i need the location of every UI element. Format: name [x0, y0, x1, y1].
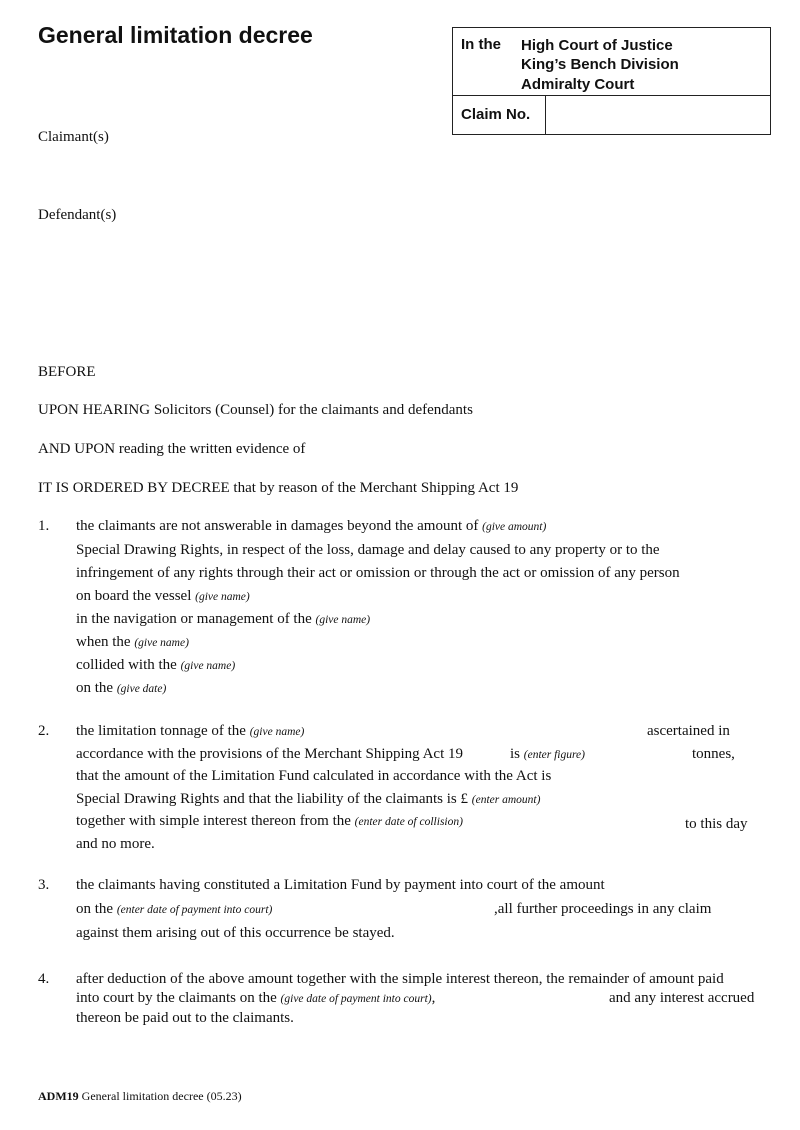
court-line-3: Admiralty Court — [521, 76, 635, 93]
para-1-line-2: Special Drawing Rights, in respect of the loss, damage and delay caused to any property or to the — [76, 542, 660, 558]
para-2-is-text: is — [510, 746, 521, 762]
claim-no-label: Claim No. — [461, 106, 531, 123]
court-box-divider — [453, 95, 770, 96]
para-3-text-2: on the — [76, 901, 114, 917]
para-1-line-6 — [76, 634, 189, 651]
upon-hearing-line: UPON HEARING Solicitors (Counsel) for the claimants and defendants — [38, 402, 473, 418]
para-2-right-5: to this day — [685, 816, 748, 832]
form-code: ADM19 — [38, 1089, 79, 1103]
court-line-1: High Court of Justice — [521, 37, 673, 54]
defendants-label: Defendant(s) — [38, 207, 117, 223]
claim-no-divider — [545, 95, 546, 134]
collided-name-hint: (give name) — [180, 660, 236, 672]
court-line-2: King’s Bench Division — [521, 56, 679, 73]
para-4-comma: , — [431, 990, 436, 1006]
para-1-line-3: infringement of any rights through their act or omission or through the act or omission of any person — [76, 565, 680, 581]
para-4-number: 4. — [38, 971, 50, 987]
para-2-text-4: Special Drawing Rights and that the liability of the claimants is £ — [76, 791, 469, 807]
para-2-line-4 — [76, 791, 540, 808]
para-1-number: 1. — [38, 518, 50, 534]
payment-into-court-date-hint: (give date of payment into court) — [280, 993, 432, 1005]
enter-amount-hint: (enter amount) — [471, 794, 541, 806]
para-4-line-2 — [76, 990, 435, 1007]
para-2-number: 2. — [38, 723, 50, 739]
para-3-number: 3. — [38, 877, 50, 893]
payment-date-hint: (enter date of payment into court) — [116, 904, 273, 916]
para-2-text-1: the limitation tonnage of the — [76, 723, 246, 739]
para-2-line-2: accordance with the provisions of the Merchant Shipping Act 19 — [76, 746, 463, 762]
para-3-line-2 — [76, 901, 272, 918]
para-2-line-3: that the amount of the Limitation Fund calculated in accordance with the Act is — [76, 768, 552, 784]
para-1-line-5 — [76, 611, 370, 628]
para-1-text-1: the claimants are not answerable in damages beyond the amount of — [76, 518, 479, 534]
ordered-line: IT IS ORDERED BY DECREE that by reason of the Merchant Shipping Act 19 — [38, 480, 519, 496]
para-4-line-3: thereon be paid out to the claimants. — [76, 1010, 294, 1026]
form-footer-text: General limitation decree (05.23) — [81, 1089, 242, 1103]
in-the-label: In the — [461, 36, 501, 53]
para-4-text-2: into court by the claimants on the — [76, 990, 277, 1006]
para-1-line-7 — [76, 657, 235, 674]
when-name-hint: (give name) — [134, 637, 189, 649]
para-1-line-1 — [76, 518, 546, 535]
court-box — [452, 27, 771, 135]
para-2-text-5: together with simple interest thereon from the — [76, 813, 351, 829]
para-1-text-5: in the navigation or management of the — [76, 611, 312, 627]
para-1-text-6: when the — [76, 634, 131, 650]
give-amount-hint: (give amount) — [482, 521, 547, 533]
para-3-right-2: ,all further proceedings in any claim — [494, 901, 712, 917]
before-line: BEFORE — [38, 364, 96, 380]
para-1-line-8 — [76, 680, 166, 697]
form-footer — [38, 1089, 242, 1104]
para-2-line-5 — [76, 813, 463, 830]
para-2-line-6: and no more. — [76, 836, 155, 852]
enter-figure-hint: (enter figure) — [523, 749, 585, 761]
para-1-text-8: on the — [76, 680, 114, 696]
page-title: General limitation decree — [38, 22, 313, 48]
para-4-line-1: after deduction of the above amount together with the simple interest thereon, the remainder of amount paid — [76, 971, 724, 987]
para-1-text-7: collided with the — [76, 657, 177, 673]
management-name-hint: (give name) — [315, 614, 371, 626]
vessel-name-hint: (give name) — [195, 591, 250, 603]
date-hint: (give date) — [116, 683, 167, 695]
para-2-line-1 — [76, 723, 304, 740]
tonnage-name-hint: (give name) — [249, 726, 305, 738]
para-1-text-4: on board the vessel — [76, 588, 192, 604]
para-2-right-1: ascertained in — [647, 723, 730, 739]
claimants-label: Claimant(s) — [38, 129, 109, 145]
para-2-is — [510, 746, 585, 763]
para-1-line-4 — [76, 588, 250, 605]
para-2-right-2: tonnes, — [692, 746, 735, 762]
para-3-line-3: against them arising out of this occurrence be stayed. — [76, 925, 395, 941]
para-3-line-1: the claimants having constituted a Limitation Fund by payment into court of the amount — [76, 877, 605, 893]
collision-date-hint: (enter date of collision) — [354, 816, 463, 828]
claim-no-field[interactable] — [547, 97, 770, 134]
upon-reading-line: AND UPON reading the written evidence of — [38, 441, 306, 457]
para-4-right-2: and any interest accrued — [609, 990, 755, 1006]
